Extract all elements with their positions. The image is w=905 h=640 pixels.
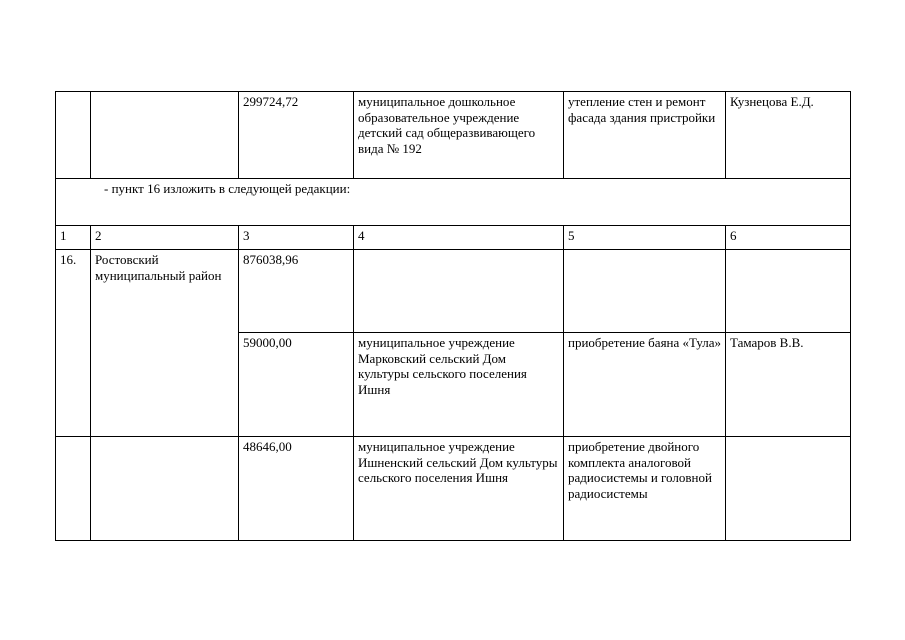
cell-purpose: утепление стен и ремонт фасада здания пристройки xyxy=(564,92,726,179)
cell-number: 16. xyxy=(56,250,91,437)
cell-institution: муниципальное учреждение Ишненский сельский Дом культуры сельского поселения Ишня xyxy=(354,437,564,541)
cell-district xyxy=(91,437,239,541)
cell-amount: 876038,96 xyxy=(239,250,354,333)
column-number-4: 4 xyxy=(354,226,564,250)
cell-amount: 299724,72 xyxy=(239,92,354,179)
cell-purpose xyxy=(564,250,726,333)
cell-responsible: Кузнецова Е.Д. xyxy=(726,92,851,179)
cell-institution: муниципальное дошкольное образовательное учреждение детский сад общеразвивающего вида № 192 xyxy=(354,92,564,179)
cell-institution xyxy=(354,250,564,333)
cell-purpose: приобретение баяна «Тула» xyxy=(564,333,726,437)
cell-responsible xyxy=(726,437,851,541)
cell-district: Ростовский муниципальный район xyxy=(91,250,239,437)
cell-amount: 59000,00 xyxy=(239,333,354,437)
column-number-3: 3 xyxy=(239,226,354,250)
cell-amount: 48646,00 xyxy=(239,437,354,541)
table-row-prev xyxy=(56,92,851,179)
column-number-2: 2 xyxy=(91,226,239,250)
table-row-column-numbers xyxy=(56,226,851,250)
cell-purpose: приобретение двойного комплекта аналоговой радиосистемы и головной радиосистемы xyxy=(564,437,726,541)
cell-number xyxy=(56,437,91,541)
column-number-5: 5 xyxy=(564,226,726,250)
column-number-1: 1 xyxy=(56,226,91,250)
allocation-table xyxy=(55,91,851,541)
cell-responsible xyxy=(726,250,851,333)
cell-district xyxy=(91,92,239,179)
column-number-6: 6 xyxy=(726,226,851,250)
table-row-last xyxy=(56,437,851,541)
cell-number xyxy=(56,92,91,179)
amendment-note: - пункт 16 изложить в следующей редакции: xyxy=(56,179,851,226)
cell-institution: муниципальное учреждение Марковский сельский Дом культуры сельского поселения Ишня xyxy=(354,333,564,437)
table-row-item16-a xyxy=(56,250,851,333)
table-row-note xyxy=(56,179,851,226)
cell-responsible: Тамаров В.В. xyxy=(726,333,851,437)
